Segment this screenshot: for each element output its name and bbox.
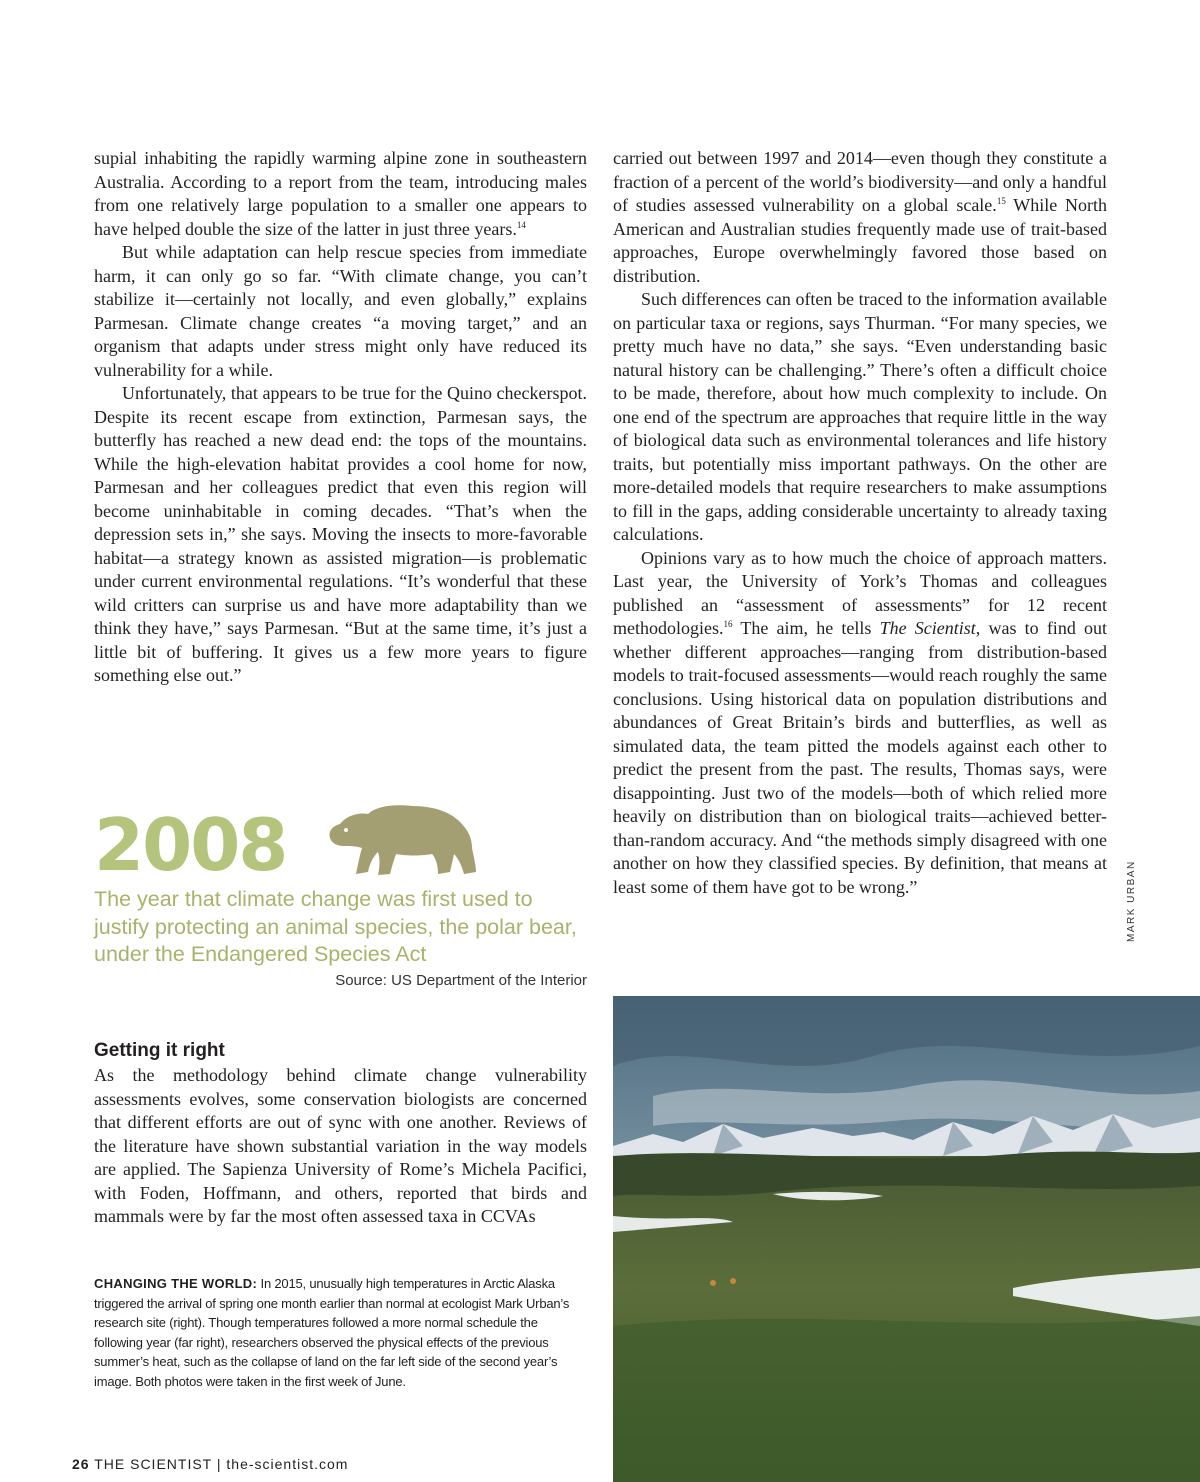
publication-name: The Scientist: [879, 618, 976, 638]
folio-separator: |: [216, 1456, 222, 1472]
reference-mark: 16: [723, 619, 733, 629]
photo-caption: [94, 1274, 589, 1391]
left-column-top: [94, 147, 587, 688]
body-paragraph: carried out between 1997 and 2014—even though they constitute a fraction of a percent of the world’s biodiversity—and only a handful of studies assessed vulnerability on a global scale.$^{15}$ While North American and Australian studies frequently made use of trait-based approaches, Europe overwhelmingly favored those based on distribution.: [613, 148, 1108, 286]
reference-mark: 15: [996, 196, 1006, 206]
left-column-bottom: [94, 1064, 587, 1229]
photo-credit: MARK URBAN: [1126, 860, 1137, 942]
magazine-name: THE SCIENTIST: [94, 1456, 212, 1472]
page-number: 26: [72, 1456, 90, 1472]
right-column: [613, 147, 1107, 899]
stat-source: Source: US Department of the Interior: [335, 972, 587, 989]
body-paragraph: But while adaptation can help rescue species from immediate harm, it can only go so far. “With climate change, you can’t stabilize it—certainly not locally, and even globally,” explains Parmesan. Climate change creates “a moving target,” and an organism that adapts under stress might only have reduced its vulnerability for a while.: [94, 242, 587, 380]
tundra-photo: [613, 996, 1200, 1482]
magazine-url: the-scientist.com: [226, 1456, 349, 1472]
body-paragraph: Such differences can often be traced to the information available on particular taxa or regions, says Thurman. “For many species, we pretty much have no data,” she says. “Even understanding basic natural history can be challenging.” There’s often a difficult choice to be made, therefore, about how much complexity to include. On one end of the spectrum are approaches that require little in the way of biological data such as environmental tolerances and life history traits, but potentially miss important pathways. On the other are more-detailed models that require researchers to make assumptions to fill in the gaps, adding considerable uncertainty to already taxing calculations.: [613, 289, 1107, 544]
body-paragraph: As the methodology behind climate change vulnerability assessments evolves, some conservation biologists are concerned that different efforts are out of sync with one another. Reviews of the literature have shown substantial variation in the way models are applied. The Sapienza University of Rome’s Michela Pacifici, with Foden, Hoffmann, and others, reported that birds and mammals were by far the most often assessed taxa in CCVAs: [94, 1065, 587, 1226]
section-heading: Getting it right: [94, 1040, 225, 1061]
stat-number: 2008: [94, 803, 287, 887]
polar-bear-icon: [326, 802, 478, 876]
page-folio: [72, 1456, 348, 1472]
stat-caption: The year that climate change was first used to justify protecting an animal species, the polar bear, under the Endangered Species Act: [94, 887, 577, 966]
caption-text: In 2015, unusually high temperatures in Arctic Alaska triggered the arrival of spring one month earlier than normal at ecologist Mark Urban’s research site (right). Though temperatures followed a more normal schedule the following year (far right), researchers observed the physical effects of the previous summer’s heat, such as the collapse of land on the far left side of the second year’s image. Both photos were taken in the first week of June.: [94, 1276, 570, 1389]
reference-mark: 14: [516, 219, 526, 230]
caption-lead: CHANGING THE WORLD:: [94, 1276, 258, 1291]
body-paragraph: Unfortunately, that appears to be true for the Quino checkerspot. Despite its recent escape from extinction, Parmesan says, the butterfly has reached a new dead end: the tops of the mountains. While the high-elevation habitat provides a cool home for now, Parmesan and her colleagues predict that even this region will become uninhabitable in coming decades. “That’s when the depression sets in,” she says. Moving the insects to more-favorable habitat—a strategy known as assisted migration—is problematic under current environmental regulations. “It’s wonderful that these wild critters can surprise us and have more adaptability than we think they have,” says Parmesan. “But at the same time, it’s just a little bit of buffering. It gives us a few more years to figure something else out.”: [94, 383, 587, 685]
body-paragraph: Opinions vary as to how much the choice of approach matters. Last year, the University of York’s Thomas and colleagues published an “assessment of assessments” for 12 recent methodologies.$^{16}$ The aim, he tells The Scientist, was to find out whether different approaches—ranging from distribution-based models to trait-focused assessments—would reach roughly the same conclusions. Using historical data on population distributions and abundances of Great Britain’s birds and butterflies, as well as simulated data, the team pitted the models against each other to predict the present from the past. The results, Thomas says, were disappointing. Just two of the models—both of which relied more heavily on distribution than on biological traits—achieved better-than-random accuracy. And “the methods simply disagreed with one another on how they classified species. By definition, that means at least some of them have got to be wrong.”: [613, 547, 1107, 897]
body-paragraph: supial inhabiting the rapidly warming alpine zone in southeastern Australia. According to a report from the team, introducing males from one relatively large population to a smaller one appears to have helped double the size of the latter in just three years.$^{14}$: [94, 148, 587, 239]
